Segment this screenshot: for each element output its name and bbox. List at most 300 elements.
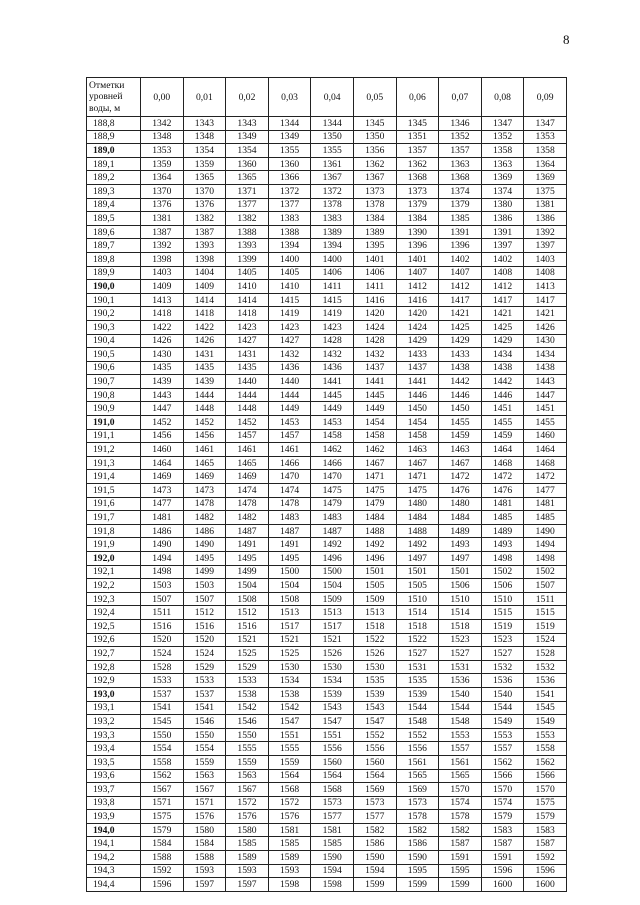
table-row	[87, 742, 567, 756]
table-cell: 1436	[268, 361, 311, 375]
table-cell: 1355	[268, 144, 311, 158]
table-cell: 1458	[396, 429, 439, 443]
table-cell: 1452	[141, 416, 184, 430]
table-cell: 1517	[311, 619, 354, 633]
table-cell: 1384	[353, 212, 396, 226]
table-cell: 1466	[268, 456, 311, 470]
table-cell: 1585	[226, 837, 269, 851]
table-cell: 1546	[226, 715, 269, 729]
table-cell: 1390	[396, 225, 439, 239]
table-row	[87, 225, 567, 239]
table-cell: 1503	[141, 579, 184, 593]
table-cell: 1415	[268, 293, 311, 307]
table-cell: 1368	[396, 171, 439, 185]
table-cell: 1520	[183, 633, 226, 647]
table-cell: 1409	[183, 280, 226, 294]
table-cell: 1367	[353, 171, 396, 185]
column-header: 0,04	[311, 78, 354, 117]
table-cell: 1494	[524, 538, 567, 552]
table-cell: 1516	[183, 619, 226, 633]
table-cell: 1574	[481, 796, 524, 810]
table-cell: 1590	[353, 851, 396, 865]
table-cell: 1572	[226, 796, 269, 810]
table-cell: 1559	[268, 755, 311, 769]
table-row	[87, 565, 567, 579]
table-cell: 1420	[353, 307, 396, 321]
table-cell: 1511	[141, 606, 184, 620]
table-cell: 1558	[141, 755, 184, 769]
table-cell: 1565	[439, 769, 482, 783]
table-row	[87, 497, 567, 511]
table-cell: 1567	[183, 783, 226, 797]
table-cell: 1474	[268, 484, 311, 498]
table-cell: 1499	[226, 565, 269, 579]
table-cell: 1365	[183, 171, 226, 185]
table-cell: 1562	[141, 769, 184, 783]
table-header	[87, 78, 567, 117]
water-level-mark: 192,9	[87, 674, 141, 688]
table-row	[87, 783, 567, 797]
table-cell: 1374	[481, 184, 524, 198]
table-cell: 1455	[439, 416, 482, 430]
table-cell: 1475	[311, 484, 354, 498]
table-row	[87, 511, 567, 525]
table-cell: 1352	[481, 130, 524, 144]
table-cell: 1472	[524, 470, 567, 484]
table-cell: 1583	[481, 823, 524, 837]
table-cell: 1502	[481, 565, 524, 579]
table-cell: 1473	[183, 484, 226, 498]
table-cell: 1588	[183, 851, 226, 865]
table-cell: 1467	[353, 456, 396, 470]
water-level-mark: 190,5	[87, 348, 141, 362]
water-level-mark: 191,6	[87, 497, 141, 511]
table-cell: 1560	[311, 755, 354, 769]
water-level-mark: 192,3	[87, 592, 141, 606]
table-row	[87, 198, 567, 212]
table-cell: 1444	[268, 388, 311, 402]
table-cell: 1391	[481, 225, 524, 239]
table-cell: 1456	[183, 429, 226, 443]
table-cell: 1543	[353, 701, 396, 715]
water-level-mark: 190,0	[87, 280, 141, 294]
table-cell: 1556	[353, 742, 396, 756]
table-cell: 1422	[183, 320, 226, 334]
table-cell: 1489	[439, 524, 482, 538]
water-level-mark: 193,1	[87, 701, 141, 715]
table-cell: 1421	[439, 307, 482, 321]
table-cell: 1525	[268, 647, 311, 661]
table-cell: 1539	[353, 687, 396, 701]
table-cell: 1446	[481, 388, 524, 402]
table-cell: 1398	[183, 252, 226, 266]
table-cell: 1430	[524, 334, 567, 348]
water-level-mark: 192,5	[87, 619, 141, 633]
table-cell: 1597	[183, 878, 226, 892]
table-cell: 1429	[396, 334, 439, 348]
table-cell: 1536	[481, 674, 524, 688]
table-cell: 1459	[439, 429, 482, 443]
table-cell: 1564	[311, 769, 354, 783]
table-cell: 1387	[141, 225, 184, 239]
table-cell: 1518	[396, 619, 439, 633]
table-cell: 1532	[481, 660, 524, 674]
table-cell: 1422	[141, 320, 184, 334]
table-cell: 1436	[311, 361, 354, 375]
water-level-mark: 191,0	[87, 416, 141, 430]
table-cell: 1510	[481, 592, 524, 606]
table-cell: 1354	[183, 144, 226, 158]
table-cell: 1412	[439, 280, 482, 294]
table-cell: 1400	[268, 252, 311, 266]
table-cell: 1345	[396, 117, 439, 131]
table-cell: 1411	[311, 280, 354, 294]
table-cell: 1419	[311, 307, 354, 321]
table-cell: 1431	[226, 348, 269, 362]
table-cell: 1595	[439, 864, 482, 878]
table-cell: 1445	[353, 388, 396, 402]
table-cell: 1512	[226, 606, 269, 620]
table-cell: 1560	[353, 755, 396, 769]
table-cell: 1419	[268, 307, 311, 321]
table-row	[87, 456, 567, 470]
water-level-mark: 191,9	[87, 538, 141, 552]
table-cell: 1357	[396, 144, 439, 158]
table-cell: 1388	[226, 225, 269, 239]
table-cell: 1400	[311, 252, 354, 266]
table-cell: 1359	[183, 157, 226, 171]
table-cell: 1481	[481, 497, 524, 511]
table-cell: 1587	[439, 837, 482, 851]
table-cell: 1537	[183, 687, 226, 701]
table-cell: 1445	[311, 388, 354, 402]
table-cell: 1472	[481, 470, 524, 484]
table-cell: 1487	[226, 524, 269, 538]
table-row	[87, 320, 567, 334]
table-cell: 1524	[524, 633, 567, 647]
water-level-mark: 193,2	[87, 715, 141, 729]
table-cell: 1416	[353, 293, 396, 307]
table-row	[87, 592, 567, 606]
table-cell: 1513	[268, 606, 311, 620]
table-cell: 1573	[353, 796, 396, 810]
table-cell: 1457	[226, 429, 269, 443]
table-cell: 1559	[226, 755, 269, 769]
table-cell: 1403	[141, 266, 184, 280]
table-cell: 1486	[183, 524, 226, 538]
table-cell: 1396	[396, 239, 439, 253]
table-cell: 1370	[183, 184, 226, 198]
table-cell: 1501	[439, 565, 482, 579]
table-cell: 1423	[226, 320, 269, 334]
table-cell: 1553	[481, 728, 524, 742]
table-cell: 1345	[353, 117, 396, 131]
water-level-mark: 191,5	[87, 484, 141, 498]
table-cell: 1587	[481, 837, 524, 851]
table-cell: 1571	[183, 796, 226, 810]
water-level-mark: 191,4	[87, 470, 141, 484]
table-cell: 1464	[481, 443, 524, 457]
table-cell: 1506	[481, 579, 524, 593]
table-cell: 1556	[311, 742, 354, 756]
table-cell: 1527	[396, 647, 439, 661]
table-cell: 1545	[524, 701, 567, 715]
table-cell: 1464	[141, 456, 184, 470]
table-cell: 1597	[226, 878, 269, 892]
table-cell: 1567	[141, 783, 184, 797]
table-cell: 1576	[183, 810, 226, 824]
table-cell: 1563	[183, 769, 226, 783]
table-row	[87, 701, 567, 715]
table-row	[87, 647, 567, 661]
table-cell: 1486	[141, 524, 184, 538]
table-cell: 1562	[524, 755, 567, 769]
table-cell: 1559	[183, 755, 226, 769]
table-row	[87, 293, 567, 307]
table-cell: 1507	[524, 579, 567, 593]
table-cell: 1569	[353, 783, 396, 797]
table-cell: 1535	[396, 674, 439, 688]
column-header: 0,09	[524, 78, 567, 117]
table-cell: 1458	[311, 429, 354, 443]
table-cell: 1477	[141, 497, 184, 511]
table-cell: 1592	[141, 864, 184, 878]
table-cell: 1382	[226, 212, 269, 226]
table-cell: 1555	[268, 742, 311, 756]
table-cell: 1424	[396, 320, 439, 334]
table-cell: 1517	[268, 619, 311, 633]
table-cell: 1515	[524, 606, 567, 620]
table-cell: 1394	[268, 239, 311, 253]
table-cell: 1580	[183, 823, 226, 837]
table-cell: 1438	[439, 361, 482, 375]
table-cell: 1483	[268, 511, 311, 525]
table-cell: 1573	[311, 796, 354, 810]
table-cell: 1447	[141, 402, 184, 416]
table-row	[87, 375, 567, 389]
table-cell: 1430	[141, 348, 184, 362]
table-cell: 1482	[183, 511, 226, 525]
table-cell: 1478	[226, 497, 269, 511]
table-cell: 1356	[353, 144, 396, 158]
table-cell: 1523	[481, 633, 524, 647]
table-cell: 1573	[396, 796, 439, 810]
table-cell: 1469	[226, 470, 269, 484]
table-cell: 1478	[183, 497, 226, 511]
table-cell: 1496	[353, 552, 396, 566]
table-cell: 1495	[268, 552, 311, 566]
table-cell: 1526	[311, 647, 354, 661]
table-cell: 1377	[226, 198, 269, 212]
table-cell: 1585	[268, 837, 311, 851]
table-cell: 1413	[141, 293, 184, 307]
table-cell: 1399	[226, 252, 269, 266]
table-cell: 1593	[226, 864, 269, 878]
water-level-mark: 189,1	[87, 157, 141, 171]
table-cell: 1376	[183, 198, 226, 212]
water-level-mark: 191,2	[87, 443, 141, 457]
table-cell: 1555	[226, 742, 269, 756]
table-row	[87, 660, 567, 674]
table-cell: 1582	[353, 823, 396, 837]
table-row	[87, 796, 567, 810]
table-cell: 1433	[439, 348, 482, 362]
table-cell: 1590	[311, 851, 354, 865]
table-cell: 1449	[311, 402, 354, 416]
table-cell: 1531	[396, 660, 439, 674]
table-cell: 1479	[353, 497, 396, 511]
table-cell: 1534	[268, 674, 311, 688]
table-cell: 1387	[183, 225, 226, 239]
table-cell: 1473	[141, 484, 184, 498]
table-cell: 1600	[524, 878, 567, 892]
table-cell: 1513	[353, 606, 396, 620]
table-cell: 1596	[481, 864, 524, 878]
table-cell: 1593	[268, 864, 311, 878]
table-cell: 1513	[311, 606, 354, 620]
table-cell: 1442	[481, 375, 524, 389]
table-cell: 1529	[183, 660, 226, 674]
table-cell: 1507	[141, 592, 184, 606]
table-cell: 1441	[396, 375, 439, 389]
table-row	[87, 823, 567, 837]
table-cell: 1545	[141, 715, 184, 729]
table-cell: 1453	[268, 416, 311, 430]
table-cell: 1539	[311, 687, 354, 701]
water-level-mark: 193,8	[87, 796, 141, 810]
table-cell: 1583	[524, 823, 567, 837]
table-cell: 1521	[268, 633, 311, 647]
table-cell: 1548	[396, 715, 439, 729]
table-cell: 1496	[311, 552, 354, 566]
table-cell: 1375	[524, 184, 567, 198]
table-cell: 1425	[481, 320, 524, 334]
table-cell: 1521	[226, 633, 269, 647]
table-cell: 1488	[396, 524, 439, 538]
table-cell: 1453	[311, 416, 354, 430]
table-cell: 1484	[353, 511, 396, 525]
table-cell: 1570	[524, 783, 567, 797]
table-cell: 1492	[353, 538, 396, 552]
table-cell: 1588	[141, 851, 184, 865]
table-cell: 1426	[183, 334, 226, 348]
table-cell: 1428	[311, 334, 354, 348]
water-level-mark: 189,7	[87, 239, 141, 253]
table-cell: 1587	[524, 837, 567, 851]
table-cell: 1406	[353, 266, 396, 280]
table-cell: 1389	[353, 225, 396, 239]
water-level-mark: 189,5	[87, 212, 141, 226]
table-cell: 1533	[141, 674, 184, 688]
corner-label: Отметки уровней воды, м	[87, 78, 141, 117]
table-cell: 1541	[141, 701, 184, 715]
table-cell: 1596	[141, 878, 184, 892]
table-cell: 1550	[226, 728, 269, 742]
table-cell: 1492	[311, 538, 354, 552]
table-cell: 1407	[396, 266, 439, 280]
table-cell: 1360	[226, 157, 269, 171]
table-cell: 1407	[439, 266, 482, 280]
table-cell: 1524	[183, 647, 226, 661]
table-row	[87, 619, 567, 633]
table-cell: 1467	[396, 456, 439, 470]
table-cell: 1362	[396, 157, 439, 171]
table-cell: 1373	[353, 184, 396, 198]
water-level-mark: 189,3	[87, 184, 141, 198]
table-cell: 1381	[524, 198, 567, 212]
table-cell: 1392	[141, 239, 184, 253]
table-cell: 1353	[141, 144, 184, 158]
table-cell: 1389	[311, 225, 354, 239]
table-cell: 1489	[481, 524, 524, 538]
table-cell: 1557	[439, 742, 482, 756]
table-cell: 1506	[439, 579, 482, 593]
table-cell: 1540	[481, 687, 524, 701]
table-cell: 1370	[141, 184, 184, 198]
table-row	[87, 606, 567, 620]
table-cell: 1442	[439, 375, 482, 389]
table-cell: 1461	[226, 443, 269, 457]
table-cell: 1412	[396, 280, 439, 294]
table-cell: 1412	[481, 280, 524, 294]
table-cell: 1418	[141, 307, 184, 321]
table-cell: 1439	[141, 375, 184, 389]
water-level-mark: 193,4	[87, 742, 141, 756]
table-cell: 1509	[311, 592, 354, 606]
table-cell: 1485	[481, 511, 524, 525]
table-cell: 1522	[353, 633, 396, 647]
table-cell: 1579	[524, 810, 567, 824]
table-cell: 1377	[268, 198, 311, 212]
table-cell: 1554	[141, 742, 184, 756]
table-cell: 1547	[268, 715, 311, 729]
table-cell: 1570	[439, 783, 482, 797]
table-cell: 1564	[268, 769, 311, 783]
table-cell: 1530	[311, 660, 354, 674]
table-cell: 1561	[439, 755, 482, 769]
table-row	[87, 334, 567, 348]
table-cell: 1460	[141, 443, 184, 457]
table-cell: 1553	[524, 728, 567, 742]
table-body	[87, 117, 567, 892]
table-cell: 1514	[439, 606, 482, 620]
table-cell: 1472	[439, 470, 482, 484]
table-cell: 1569	[396, 783, 439, 797]
water-level-mark: 194,3	[87, 864, 141, 878]
table-row	[87, 687, 567, 701]
table-cell: 1576	[268, 810, 311, 824]
table-cell: 1546	[183, 715, 226, 729]
table-cell: 1484	[396, 511, 439, 525]
table-cell: 1471	[353, 470, 396, 484]
water-level-mark: 192,8	[87, 660, 141, 674]
water-level-mark: 194,1	[87, 837, 141, 851]
table-cell: 1538	[226, 687, 269, 701]
water-level-mark: 192,1	[87, 565, 141, 579]
table-row	[87, 388, 567, 402]
table-cell: 1397	[524, 239, 567, 253]
table-cell: 1354	[226, 144, 269, 158]
table-cell: 1410	[268, 280, 311, 294]
table-cell: 1357	[439, 144, 482, 158]
table-cell: 1452	[226, 416, 269, 430]
table-cell: 1392	[524, 225, 567, 239]
column-header: 0,02	[226, 78, 269, 117]
table-cell: 1519	[481, 619, 524, 633]
table-cell: 1538	[268, 687, 311, 701]
table-cell: 1468	[481, 456, 524, 470]
table-cell: 1463	[396, 443, 439, 457]
